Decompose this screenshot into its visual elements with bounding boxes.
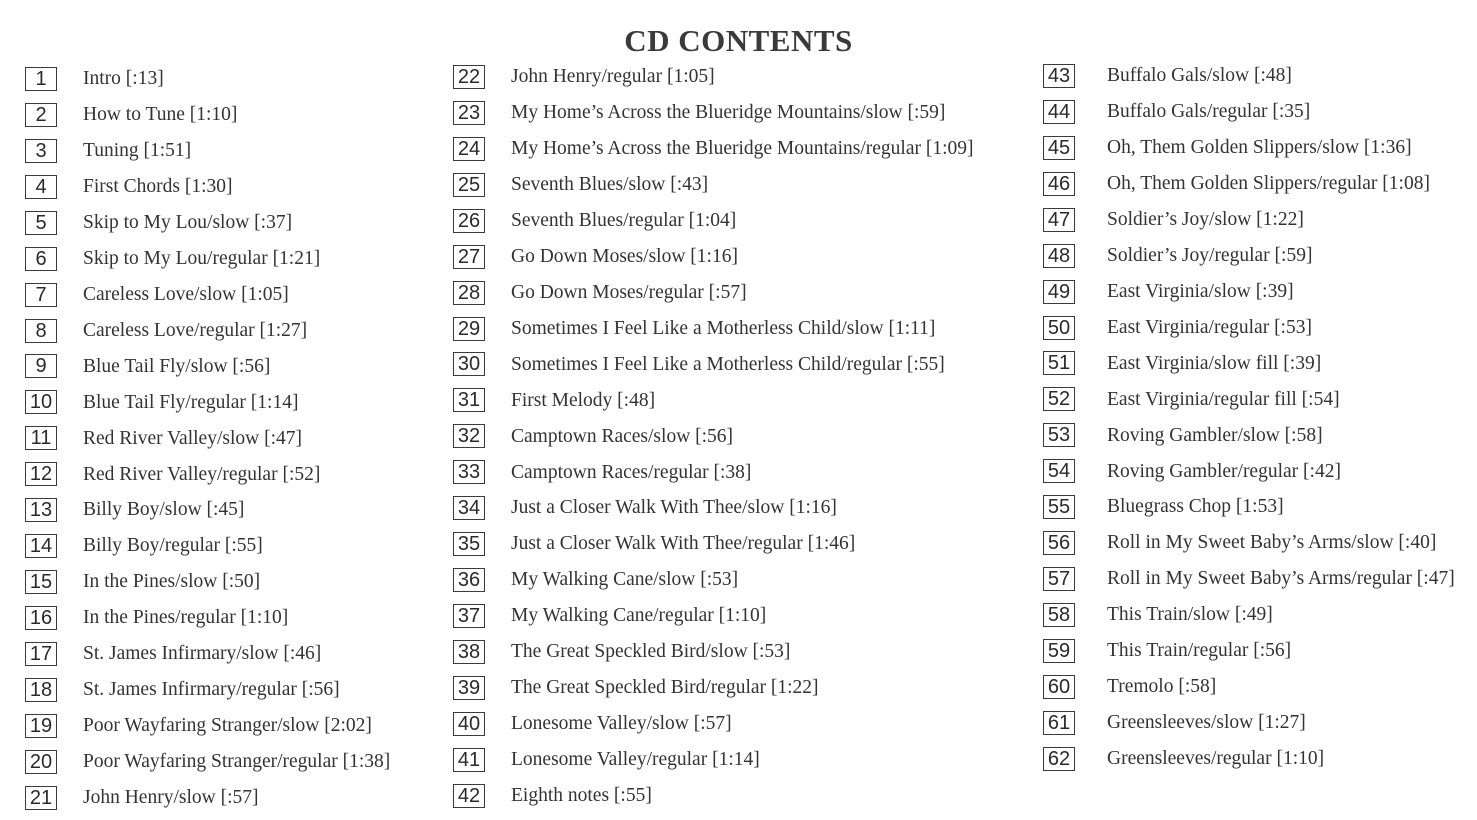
track-number-box: 25 — [453, 173, 485, 197]
track-number-box: 50 — [1043, 316, 1075, 340]
track-item — [453, 203, 974, 239]
track-title: Skip to My Lou/slow [:37] — [83, 211, 293, 233]
track-item — [25, 744, 390, 780]
track-title: Lonesome Valley/regular [1:14] — [511, 749, 760, 771]
track-title: Soldier’s Joy/regular [:59] — [1107, 244, 1313, 266]
track-number-box: 59 — [1043, 639, 1075, 663]
track-number-box: 43 — [1043, 64, 1075, 88]
track-title: Careless Love/regular [1:27] — [83, 319, 308, 341]
track-number-box: 18 — [25, 678, 57, 702]
track-title: Greensleeves/regular [1:10] — [1107, 748, 1325, 770]
track-number-box: 39 — [453, 676, 485, 700]
track-item — [1043, 94, 1455, 130]
track-item — [453, 347, 974, 383]
track-number-box: 32 — [453, 424, 485, 448]
track-title: How to Tune [1:10] — [83, 104, 238, 126]
track-title: John Henry/regular [1:05] — [511, 66, 715, 88]
track-number-box: 8 — [25, 319, 57, 343]
track-item — [453, 311, 974, 347]
track-item — [25, 708, 390, 744]
track-title: St. James Infirmary/regular [:56] — [83, 679, 340, 701]
track-title: Roving Gambler/regular [:42] — [1107, 460, 1341, 482]
track-title: Careless Love/slow [1:05] — [83, 283, 289, 305]
track-item — [1043, 525, 1455, 561]
track-title: Go Down Moses/regular [:57] — [511, 281, 747, 303]
track-item — [1043, 346, 1455, 382]
track-title: In the Pines/slow [:50] — [83, 571, 261, 593]
track-title: Blue Tail Fly/slow [:56] — [83, 355, 271, 377]
track-item — [25, 492, 390, 528]
track-item — [1043, 238, 1455, 274]
track-title: Poor Wayfaring Stranger/slow [2:02] — [83, 715, 372, 737]
track-item — [25, 61, 390, 97]
track-item — [453, 382, 974, 418]
track-title: Camptown Races/slow [:56] — [511, 425, 734, 447]
track-number-box: 47 — [1043, 208, 1075, 232]
track-item — [1043, 58, 1455, 94]
track-number-box: 3 — [25, 139, 57, 163]
track-number-box: 46 — [1043, 172, 1075, 196]
track-number-box: 36 — [453, 568, 485, 592]
track-number-box: 30 — [453, 352, 485, 376]
track-item — [453, 562, 974, 598]
track-number-box: 27 — [453, 245, 485, 269]
track-number-box: 28 — [453, 281, 485, 305]
track-number-box: 24 — [453, 137, 485, 161]
track-title: Greensleeves/slow [1:27] — [1107, 712, 1306, 734]
track-title: Tremolo [:58] — [1107, 676, 1217, 698]
track-number-box: 52 — [1043, 387, 1075, 411]
track-title: My Home’s Across the Blueridge Mountains/regular [1:09] — [511, 138, 974, 160]
track-title: Seventh Blues/regular [1:04] — [511, 209, 737, 231]
track-item — [25, 636, 390, 672]
track-number-box: 1 — [25, 67, 57, 91]
track-item — [453, 59, 974, 95]
track-item — [1043, 453, 1455, 489]
track-number-box: 42 — [453, 784, 485, 808]
track-number-box: 26 — [453, 209, 485, 233]
track-title: Lonesome Valley/slow [:57] — [511, 713, 732, 735]
track-number-box: 22 — [453, 65, 485, 89]
track-item — [1043, 130, 1455, 166]
track-item — [25, 420, 390, 456]
track-number-box: 45 — [1043, 136, 1075, 160]
track-number-box: 10 — [25, 390, 57, 414]
page-title: CD CONTENTS — [624, 22, 853, 58]
track-title: Red River Valley/slow [:47] — [83, 427, 302, 449]
track-number-box: 9 — [25, 354, 57, 378]
track-number-box: 60 — [1043, 675, 1075, 699]
track-title: Soldier’s Joy/slow [1:22] — [1107, 208, 1304, 230]
track-title: My Walking Cane/slow [:53] — [511, 569, 739, 591]
track-title: Roll in My Sweet Baby’s Arms/slow [:40] — [1107, 532, 1437, 554]
track-title: This Train/slow [:49] — [1107, 604, 1273, 626]
track-number-box: 7 — [25, 283, 57, 307]
track-number-box: 11 — [25, 426, 57, 450]
track-item — [453, 131, 974, 167]
track-item — [1043, 633, 1455, 669]
track-number-box: 4 — [25, 175, 57, 199]
track-item — [1043, 166, 1455, 202]
track-number-box: 44 — [1043, 100, 1075, 124]
track-item — [1043, 705, 1455, 741]
track-number-box: 55 — [1043, 495, 1075, 519]
track-title: Skip to My Lou/regular [1:21] — [83, 247, 321, 269]
track-title: Poor Wayfaring Stranger/regular [1:38] — [83, 751, 391, 773]
track-item — [453, 167, 974, 203]
track-item — [25, 97, 390, 133]
track-title: Buffalo Gals/regular [:35] — [1107, 101, 1311, 123]
track-item — [453, 706, 974, 742]
track-item — [25, 133, 390, 169]
track-number-box: 19 — [25, 714, 57, 738]
track-title: Blue Tail Fly/regular [1:14] — [83, 391, 299, 413]
track-number-box: 35 — [453, 532, 485, 556]
track-item — [1043, 381, 1455, 417]
track-item — [453, 742, 974, 778]
track-item — [1043, 669, 1455, 705]
track-number-box: 62 — [1043, 747, 1075, 771]
track-title: St. James Infirmary/slow [:46] — [83, 643, 322, 665]
track-title: Sometimes I Feel Like a Motherless Child/slow [1:11] — [511, 317, 936, 339]
track-title: Oh, Them Golden Slippers/slow [1:36] — [1107, 137, 1412, 159]
track-number-box: 29 — [453, 317, 485, 341]
track-item — [453, 418, 974, 454]
track-title: East Virginia/slow [:39] — [1107, 280, 1294, 302]
track-title: Eighth notes [:55] — [511, 784, 652, 806]
track-item — [1043, 202, 1455, 238]
track-title: Roving Gambler/slow [:58] — [1107, 424, 1323, 446]
track-number-box: 23 — [453, 101, 485, 125]
track-title: The Great Speckled Bird/regular [1:22] — [511, 677, 819, 699]
track-number-box: 21 — [25, 786, 57, 810]
track-item — [1043, 417, 1455, 453]
track-item — [25, 313, 390, 349]
track-title: Camptown Races/regular [:38] — [511, 461, 752, 483]
track-title: Just a Closer Walk With Thee/regular [1:46] — [511, 533, 856, 555]
track-title: In the Pines/regular [1:10] — [83, 607, 289, 629]
track-item — [25, 528, 390, 564]
track-number-box: 49 — [1043, 280, 1075, 304]
track-title: Buffalo Gals/slow [:48] — [1107, 65, 1292, 87]
track-item — [453, 670, 974, 706]
track-number-box: 14 — [25, 534, 57, 558]
track-number-box: 2 — [25, 103, 57, 127]
track-item — [1043, 274, 1455, 310]
track-number-box: 48 — [1043, 244, 1075, 268]
track-number-box: 58 — [1043, 603, 1075, 627]
track-number-box: 17 — [25, 642, 57, 666]
track-title: Oh, Them Golden Slippers/regular [1:08] — [1107, 173, 1430, 195]
track-item — [453, 634, 974, 670]
track-number-box: 31 — [453, 388, 485, 412]
track-column-3 — [1043, 58, 1455, 777]
track-title: Billy Boy/regular [:55] — [83, 535, 263, 557]
track-number-box: 38 — [453, 640, 485, 664]
track-number-box: 16 — [25, 606, 57, 630]
track-number-box: 12 — [25, 462, 57, 486]
track-number-box: 51 — [1043, 351, 1075, 375]
track-title: Just a Closer Walk With Thee/slow [1:16] — [511, 497, 837, 519]
track-title: My Home’s Across the Blueridge Mountains/slow [:59] — [511, 102, 946, 124]
track-column-2 — [453, 59, 974, 814]
track-title: Go Down Moses/slow [1:16] — [511, 245, 738, 267]
track-title: East Virginia/regular [:53] — [1107, 316, 1312, 338]
track-title: This Train/regular [:56] — [1107, 640, 1292, 662]
track-number-box: 33 — [453, 460, 485, 484]
track-number-box: 15 — [25, 570, 57, 594]
track-title: My Walking Cane/regular [1:10] — [511, 605, 767, 627]
track-item — [453, 490, 974, 526]
track-item — [25, 384, 390, 420]
track-number-box: 34 — [453, 496, 485, 520]
track-title: Roll in My Sweet Baby’s Arms/regular [:47] — [1107, 568, 1455, 590]
track-number-box: 20 — [25, 750, 57, 774]
track-item — [1043, 489, 1455, 525]
track-number-box: 54 — [1043, 459, 1075, 483]
track-item — [1043, 310, 1455, 346]
track-item — [453, 239, 974, 275]
track-item — [453, 526, 974, 562]
track-title: Red River Valley/regular [:52] — [83, 463, 321, 485]
track-item — [25, 277, 390, 313]
track-title: Billy Boy/slow [:45] — [83, 499, 245, 521]
track-item — [25, 169, 390, 205]
track-item — [1043, 741, 1455, 777]
track-number-box: 57 — [1043, 567, 1075, 591]
track-number-box: 5 — [25, 211, 57, 235]
track-number-box: 56 — [1043, 531, 1075, 555]
track-title: First Melody [:48] — [511, 389, 656, 411]
track-number-box: 13 — [25, 498, 57, 522]
track-number-box: 53 — [1043, 423, 1075, 447]
track-title: Seventh Blues/slow [:43] — [511, 174, 709, 196]
track-title: East Virginia/regular fill [:54] — [1107, 388, 1340, 410]
track-item — [1043, 561, 1455, 597]
track-item — [453, 275, 974, 311]
track-title: The Great Speckled Bird/slow [:53] — [511, 641, 791, 663]
track-item — [25, 456, 390, 492]
track-column-1 — [25, 61, 390, 816]
track-item — [25, 564, 390, 600]
track-title: Sometimes I Feel Like a Motherless Child/regular [:55] — [511, 353, 945, 375]
track-title: Bluegrass Chop [1:53] — [1107, 496, 1284, 518]
track-number-box: 61 — [1043, 711, 1075, 735]
track-title: John Henry/slow [:57] — [83, 786, 259, 808]
track-item — [453, 95, 974, 131]
track-item — [453, 778, 974, 814]
track-item — [25, 780, 390, 816]
track-title: East Virginia/slow fill [:39] — [1107, 352, 1322, 374]
track-number-box: 37 — [453, 604, 485, 628]
track-title: Intro [:13] — [83, 68, 164, 90]
track-number-box: 41 — [453, 748, 485, 772]
track-item — [25, 241, 390, 277]
track-item — [25, 672, 390, 708]
track-title: First Chords [1:30] — [83, 176, 233, 198]
track-number-box: 40 — [453, 712, 485, 736]
track-item — [1043, 597, 1455, 633]
track-item — [453, 598, 974, 634]
track-item — [25, 349, 390, 385]
track-item — [453, 454, 974, 490]
track-title: Tuning [1:51] — [83, 140, 192, 162]
track-item — [25, 600, 390, 636]
track-number-box: 6 — [25, 247, 57, 271]
track-item — [25, 205, 390, 241]
